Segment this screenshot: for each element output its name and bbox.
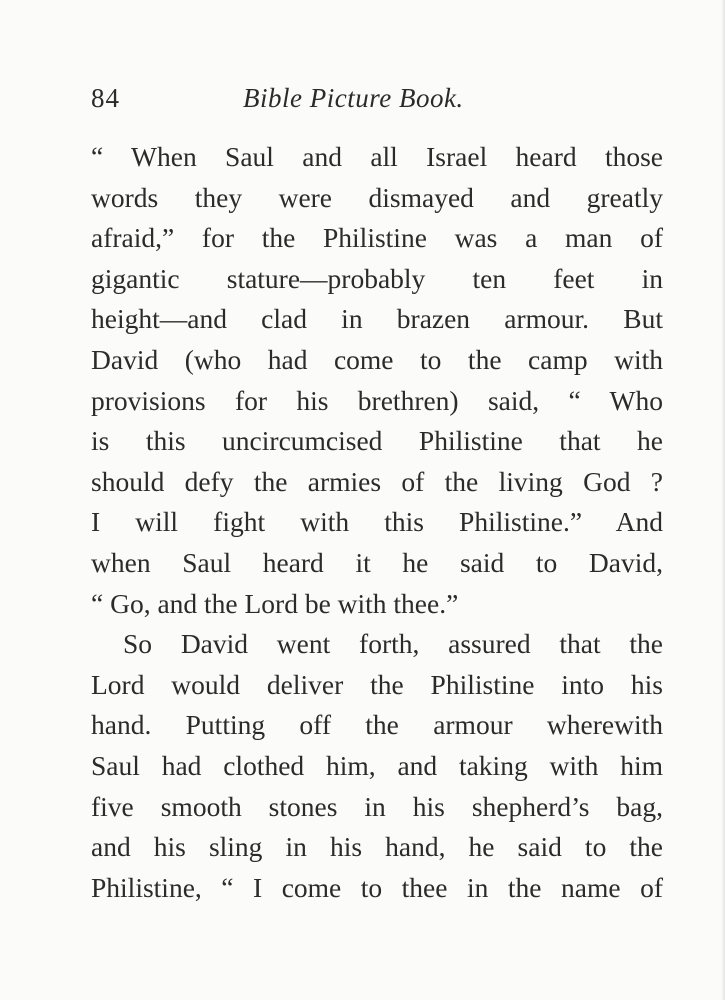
running-head [91,80,663,120]
text-line: So David went forth, assured that the [123,628,663,660]
text-line: when Saul heard it he said to David, [91,546,663,578]
text-line: Saul had clothed him, and taking with him [91,749,663,781]
text-line: David (who had come to the camp with [91,343,663,375]
text-line: should defy the armies of the living God ? [91,465,663,497]
text-line: “ When Saul and all Israel heard those [91,141,663,172]
text-line: gigantic stature—probably ten feet in [91,262,663,294]
text-line: words they were dismayed and greatly [91,181,663,213]
text-line: Lord would deliver the Philistine into his [91,668,663,700]
text-line: I will fight with this Philistine.” And [91,506,663,538]
running-title: Bible Picture Book. [243,83,464,113]
text-line: five smooth stones in his shepherd’s bag, [91,790,663,822]
page-number: 84 [91,83,120,113]
text-line: afraid,” for the Philistine was a man of [91,222,663,254]
text-line: is this uncircumcised Philistine that he [91,425,663,457]
paragraph-1 [91,137,663,624]
text-line: “ Go, and the Lord be with thee.” [91,587,459,619]
paragraph-2 [91,624,663,908]
text-line: and his sling in his hand, he said to the [91,831,663,863]
text-line: height—and clad in brazen armour. But [91,303,663,335]
text-line: Philistine, “ I come to thee in the name of [91,871,663,903]
body-text [91,137,663,908]
text-line: hand. Putting off the armour wherewith [91,709,663,741]
text-line: provisions for his brethren) said, “ Who [91,384,663,416]
